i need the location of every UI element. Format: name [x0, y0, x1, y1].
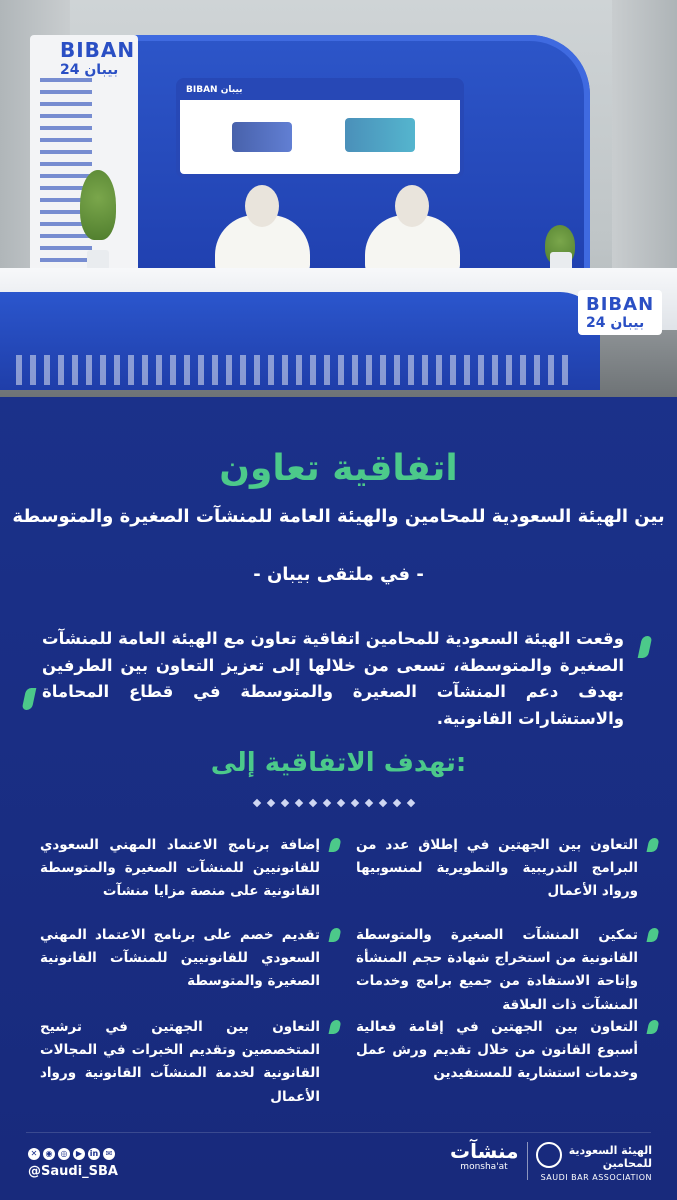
bullet-icon: [647, 928, 660, 942]
sba-logo: [536, 1140, 652, 1182]
biban-backdrop-logo-ar: بيبان 24: [60, 62, 119, 78]
goal-text: تمكين المنشآت الصغيرة والمتوسطة القانونية من استخراج شهادة حجم المنشأة وإتاحة الاستفادة من جميع برامج وخدمات المنشآت ذات العلاقة: [356, 927, 638, 1013]
goal-text: تقديم خصم على برنامج الاعتماد المهني السعودي للقانونيين للمنشآت القانونية الصغيرة والمتوسطة: [40, 927, 320, 990]
dot-icon: [351, 799, 359, 807]
bullet-icon: [647, 1020, 660, 1034]
dot-icon: [309, 799, 317, 807]
monshaat-logo-ar: منشآت: [450, 1139, 519, 1163]
bullet-icon: [329, 928, 342, 942]
goals-heading: تهدف الاتفاقية إلى:: [210, 748, 467, 778]
intro-paragraph: وقعت الهيئة السعودية للمحامين اتفاقية تعاون مع الهيئة العامة للمنشآت الصغيرة والمتوسطة، تسعى من خلالها إلى تعزيز التعاون بين الطرفين بهدف دعم المنشآت الصغيرة والمتوسطة في قطاع المحاماة والاستشارات القانونية.: [42, 629, 624, 729]
goal-item: [356, 834, 638, 904]
snapchat-icon[interactable]: ◉: [43, 1148, 55, 1160]
screen-sba-logo: [232, 122, 292, 152]
dot-icon: [407, 799, 415, 807]
monshaat-logo: [450, 1140, 518, 1172]
goal-text: التعاون بين الجهتين في ترشيح المتخصصين وتقديم الخبرات في المجالات القانونية لخدمة المنشآت القانونية ورواد الأعمال: [40, 1019, 320, 1105]
page-subtitle: بين الهيئة السعودية للمحامين والهيئة العامة للمنشآت الصغيرة والمتوسطة: [12, 506, 665, 527]
goal-text: التعاون بين الجهتين في إطلاق عدد من البرامج التدريبية والتطويرية لمنسوبيها ورواد الأعمال: [356, 837, 638, 900]
social-handle[interactable]: @Saudi_SBA: [28, 1164, 118, 1179]
x-icon[interactable]: ✕: [28, 1148, 40, 1160]
sba-logo-ar: الهيئة السعودية للمحامين: [568, 1144, 652, 1170]
bullet-icon: [329, 1020, 342, 1034]
signing-ceremony-photo: [0, 0, 677, 397]
signatory-right: [365, 215, 460, 275]
plant-left: [80, 170, 116, 240]
footer-divider: [26, 1132, 651, 1133]
dot-icon: [295, 799, 303, 807]
bullet-icon: [647, 838, 660, 852]
quote-mark-bottom: [22, 688, 37, 710]
biban-backdrop-logo: [60, 38, 135, 78]
logo-divider: [527, 1142, 528, 1180]
sba-logo-en: SAUDI BAR ASSOCIATION: [540, 1173, 652, 1182]
dot-icon: [365, 799, 373, 807]
goal-text: إضافة برنامج الاعتماد المهني السعودي للقانونيين للمنشآت الصغيرة والمتوسطة القانونية على منصة مزايا منشآت: [40, 837, 320, 900]
signatory-left-head: [245, 185, 279, 227]
dot-icon: [379, 799, 387, 807]
dot-icon: [337, 799, 345, 807]
screen-monshaat-logo: [345, 118, 415, 152]
signatory-left: [215, 215, 310, 275]
quote-mark-top: [638, 636, 653, 658]
goal-item: [40, 834, 320, 904]
sba-emblem-icon: [536, 1142, 562, 1168]
dot-icon: [323, 799, 331, 807]
screen-biban-logo: BIBAN بيبان: [186, 85, 243, 95]
page-title: اتفاقية تعاون: [219, 448, 458, 489]
dot-icon: [281, 799, 289, 807]
event-tagline: - في ملتقى بيبان -: [253, 564, 424, 585]
goal-item: [356, 1016, 638, 1086]
biban-table-logo-ar: بيبان 24: [586, 315, 645, 331]
bullet-icon: [329, 838, 342, 852]
signatory-right-head: [395, 185, 429, 227]
biban-table-logo-en: BIBAN: [586, 294, 655, 315]
goal-item: [40, 1016, 320, 1109]
linkedin-icon[interactable]: in: [89, 1149, 99, 1158]
decorative-dots: [250, 791, 440, 805]
dot-icon: [393, 799, 401, 807]
goal-text: التعاون بين الجهتين في إقامة فعالية أسبوع القانون من خلال تقديم ورش عمل وخدمات استشارية للمستفيدين: [356, 1019, 638, 1082]
biban-backdrop-logo-en: BIBAN: [60, 38, 136, 62]
dot-icon: [253, 799, 261, 807]
goal-item: [356, 924, 638, 1017]
youtube-icon[interactable]: ▶: [73, 1148, 85, 1160]
table-pattern: [16, 355, 576, 385]
dot-icon: [267, 799, 275, 807]
backdrop-pattern: [40, 78, 92, 278]
mail-icon[interactable]: ✉: [103, 1148, 115, 1160]
monshaat-logo-en: monsha'at: [460, 1162, 508, 1172]
instagram-icon[interactable]: ◎: [58, 1148, 70, 1160]
social-icons: [28, 1148, 115, 1160]
biban-table-logo: [578, 290, 662, 335]
flower-pot-left: [87, 250, 109, 270]
goal-item: [40, 924, 320, 994]
